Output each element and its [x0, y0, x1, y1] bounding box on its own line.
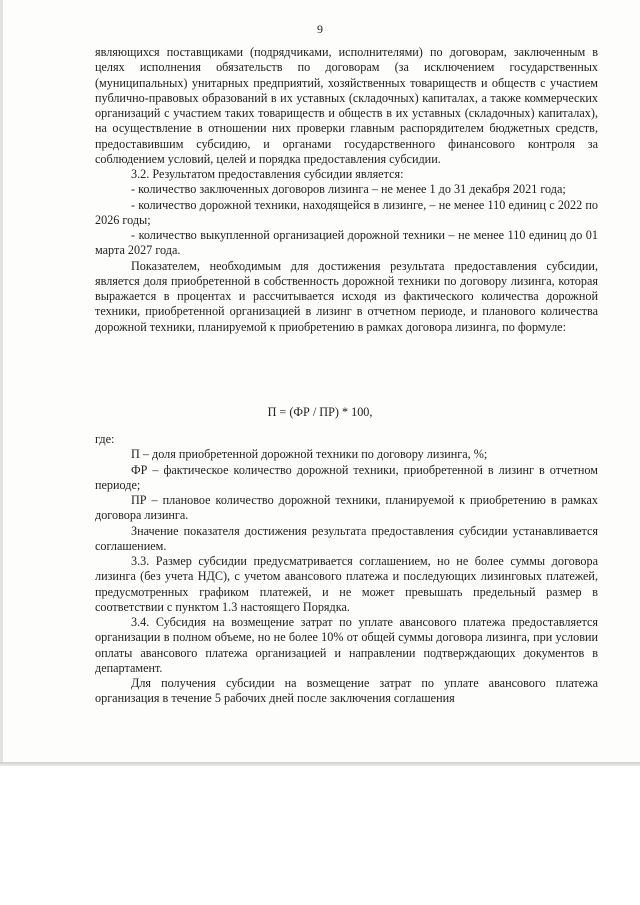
- paragraph-def-pr: ПР – плановое количество дорожной техники, планируемой к приобретению в рамках договора лизинга.: [95, 493, 598, 523]
- paragraph-indicator: Показателем, необходимым для достижения результата предоставления субсидии, является доля приобретенной в собственность дорожной техники по договору лизинга, которая выражается в процентах и рассчитывается исходя из фактического количества дорожной техники, приобретенной организацией в лизинг в отчетном периоде, и планового количества дорожной техники, планируемой к приобретению в рамках договора лизинга, по формуле:: [95, 258, 598, 334]
- document-body-top: [95, 45, 598, 335]
- formula: П = (ФР / ПР) * 100,: [267, 405, 373, 419]
- paragraph-result-equipment-leasing: - количество дорожной техники, находящейся в лизинге, – не менее 110 единиц с 2022 по 2026 годы;: [95, 197, 598, 227]
- paragraph-result-contracts: - количество заключенных договоров лизинга – не менее 1 до 31 декабря 2021 года;: [131, 182, 566, 197]
- paragraph-indicator-value: Значение показателя достижения результата предоставления субсидии устанавливается соглашением.: [95, 523, 598, 553]
- document-body-bottom: [95, 432, 598, 707]
- paragraph-where: где:: [95, 432, 115, 446]
- paragraph-advance-payment: Для получения субсидии на возмещение затрат по уплате авансового платежа организация в течение 5 рабочих дней после заключения соглашения: [95, 676, 598, 706]
- paragraph-3-4: 3.4. Субсидия на возмещение затрат по уплате авансового платежа предоставляется организации в полном объеме, но не более 10% от общей суммы договора лизинга, при условии оплаты авансового платежа организацией и направлении подтверждающих документов в департамент.: [95, 615, 598, 675]
- scan-edge: [0, 762, 640, 766]
- paragraph-result-equipment-bought: - количество выкупленной организацией дорожной техники – не менее 110 единиц до 01 марта 2027 года.: [95, 228, 598, 258]
- paragraph-def-p: П – доля приобретенной дорожной техники по договору лизинга, %;: [131, 447, 488, 462]
- paragraph-3-3: 3.3. Размер субсидии предусматривается соглашением, но не более суммы договора лизинга (без учета НДС), с учетом авансового платежа и последующих лизинговых платежей, предусмотренных графиком платежей, и не может превышать предельный размер в соответствии с пунктом 1.3 настоящего Порядка.: [95, 554, 598, 614]
- paragraph-def-fr: ФР – фактическое количество дорожной техники, приобретенной в лизинг в отчетном периоде;: [95, 462, 598, 492]
- page-number: 9: [317, 22, 323, 36]
- paragraph-3-2-heading: 3.2. Результатом предоставления субсидии является:: [131, 167, 404, 181]
- paragraph-continuation: являющихся поставщиками (подрядчиками, исполнителями) по договорам, заключенным в целях исполнения обязательств по договорам (за исключением государственных (муниципальных) унитарных предприятий, хозяйственных товариществ и обществ с участием публично-правовых образований в их уставных (складочных) капиталах, а также коммерческих организаций с участием таких товариществ и обществ в их уставных (складочных) капиталах), на осуществление в отношении них проверки главным распорядителем бюджетных средств, предоставившим субсидию, и органами государственного финансового контроля за соблюдением условий, целей и порядка предоставления субсидии.: [95, 45, 598, 166]
